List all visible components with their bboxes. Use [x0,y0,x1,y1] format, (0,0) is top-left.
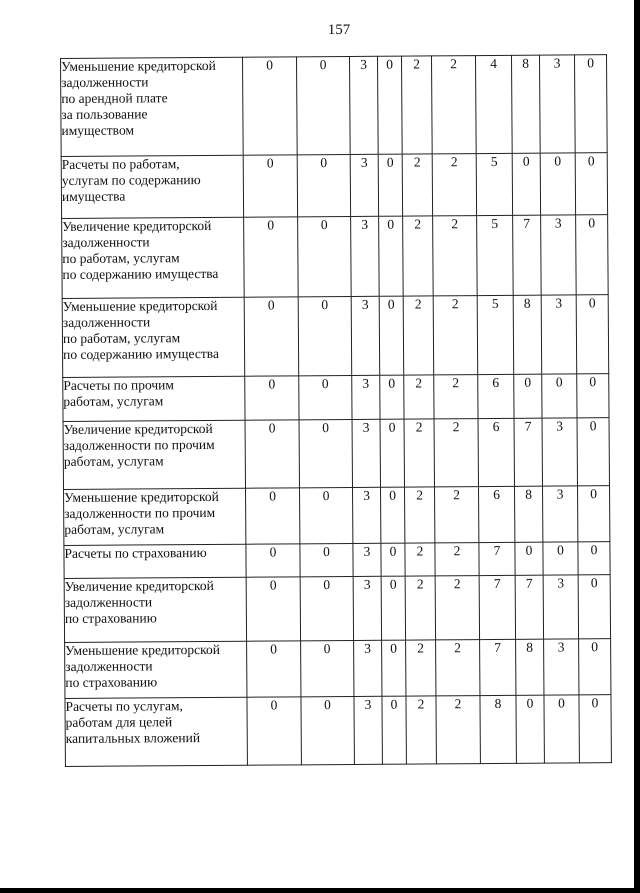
table-row [65,639,611,699]
code-digit-cell: 3 [544,639,579,695]
code-digit-cell: 0 [579,695,611,763]
code-digit-cell: 0 [577,374,609,418]
code-digit-cell: 2 [403,216,434,296]
code-digit-cell: 0 [298,216,352,296]
code-digit-cell: 0 [242,57,297,155]
code-digit-cell: 3 [353,576,381,640]
code-digit-cell: 0 [516,695,544,763]
code-digit-cell: 8 [515,486,543,542]
table-row [63,418,609,490]
row-label: Расчеты по услугам, работам для целей капитальных вложений [65,697,247,766]
code-digit-cell: 6 [478,418,514,486]
code-digit-cell: 3 [541,215,577,295]
code-digit-cell: 0 [299,375,352,419]
row-label: Расчеты по страхованию [64,544,246,578]
code-digit-cell: 7 [514,418,542,486]
code-digit-cell: 3 [351,296,380,375]
code-digit-cell: 0 [300,576,353,640]
code-digit-cell: 2 [436,640,480,696]
code-digit-cell: 2 [434,419,478,487]
code-digit-cell: 3 [354,696,382,764]
code-digit-cell: 7 [515,575,543,639]
row-label: Расчеты по прочим работам, услугам [63,376,245,421]
table-row [64,486,610,546]
code-digit-cell: 0 [515,542,543,575]
code-digit-cell: 0 [300,543,353,576]
code-digit-cell: 7 [480,639,516,695]
code-digit-cell: 0 [298,296,352,375]
code-digit-cell: 7 [513,215,542,295]
code-digit-cell: 0 [301,696,354,764]
code-digit-cell: 3 [539,55,575,153]
row-label: Уменьшение кредиторской задолженности по прочим работам, услугам [64,488,246,545]
code-digit-cell: 0 [577,486,609,542]
code-digit-cell: 2 [435,576,479,640]
code-digit-cell: 0 [543,542,578,575]
code-digit-cell: 3 [349,56,378,154]
code-digit-cell: 0 [514,374,542,418]
code-digit-cell: 0 [246,577,300,641]
code-digit-cell: 0 [381,543,405,576]
code-digit-cell: 0 [380,419,404,487]
code-digit-cell: 0 [512,153,540,215]
code-digit-cell: 2 [404,419,434,487]
code-digit-cell: 0 [244,297,299,376]
code-digit-cell: 2 [405,576,435,640]
table-row [64,575,610,643]
code-digit-cell: 5 [476,153,512,215]
code-digit-cell: 0 [246,488,300,544]
code-digit-cell: 0 [542,374,577,418]
code-digit-cell: 3 [352,375,380,419]
code-digit-cell: 2 [435,487,479,543]
code-digit-cell: 2 [433,216,478,296]
code-digit-cell: 0 [243,155,297,217]
code-digit-cell: 2 [436,696,480,764]
code-digit-cell: 8 [516,639,544,695]
code-digit-cell: 5 [477,215,514,295]
code-digit-cell: 0 [574,55,607,153]
code-digit-cell: 0 [381,487,405,543]
code-digit-cell: 3 [541,295,577,374]
row-label: Увеличение кредиторской задолженности по прочим работам, услугам [63,420,245,489]
code-digit-cell: 0 [575,153,607,215]
code-digit-cell: 2 [435,543,479,576]
code-digit-cell: 0 [377,56,402,154]
scan-border-bottom [0,888,640,893]
code-digit-cell: 0 [380,375,404,419]
code-digit-cell: 2 [406,696,436,764]
table-row [62,215,609,299]
code-digit-cell: 3 [354,640,382,696]
code-digit-cell: 7 [479,575,515,639]
row-label: Увеличение кредиторской задолженности по страхованию [64,577,246,642]
code-digit-cell: 3 [543,575,578,639]
code-digit-cell: 6 [479,486,515,542]
code-digit-cell: 0 [245,376,299,420]
code-digit-cell: 0 [576,215,609,295]
code-digit-cell: 3 [353,543,381,576]
code-digit-cell: 0 [244,217,299,297]
code-digit-cell: 2 [403,296,434,375]
code-digit-cell: 3 [353,487,381,543]
code-digit-cell: 2 [404,375,434,419]
code-digit-cell: 2 [401,56,432,154]
table-row [61,153,607,219]
code-digit-cell: 0 [578,542,610,575]
table-body [61,55,612,767]
code-digit-cell: 3 [352,419,380,487]
code-digit-cell: 0 [247,697,301,765]
code-digit-cell: 0 [301,640,354,696]
code-digit-cell: 2 [434,375,478,419]
row-label: Уменьшение кредиторской задолженности по страхованию [65,641,247,698]
code-digit-cell: 7 [479,542,515,575]
code-digit-cell: 5 [477,295,514,374]
table-row [65,695,611,767]
table-row [61,55,608,157]
row-label: Увеличение кредиторской задолженности по работам, услугам по содержанию имущества [62,217,245,298]
code-digit-cell: 0 [245,420,299,488]
code-digit-cell: 0 [247,641,301,697]
code-digit-cell: 2 [406,640,436,696]
code-digit-cell: 2 [405,543,435,576]
code-digit-cell: 0 [300,487,353,543]
code-digit-cell: 0 [379,296,404,375]
code-digit-cell: 0 [299,419,352,487]
page-number: 157 [327,22,351,38]
row-label: Уменьшение кредиторской задолженности по арендной плате за пользование имуществом [61,57,244,156]
code-digit-cell: 2 [433,296,478,375]
code-digit-cell: 8 [480,695,516,763]
code-digit-cell: 0 [378,154,402,216]
code-digit-cell: 2 [431,56,476,154]
code-digit-cell: 0 [246,544,300,577]
code-digit-cell: 0 [578,575,610,639]
code-digit-cell: 2 [432,154,476,216]
code-digit-cell: 6 [478,374,514,418]
table-row [63,374,609,422]
code-digit-cell: 2 [402,154,432,216]
code-digit-cell: 3 [543,486,578,542]
row-label: Расчеты по работам, услугам по содержанию имущества [61,155,243,218]
scan-border-right [634,0,640,893]
code-digit-cell: 0 [382,696,406,764]
code-digit-cell: 0 [540,153,575,215]
code-digit-cell: 0 [381,576,405,640]
code-digit-cell: 3 [351,216,380,296]
table-row [64,542,610,579]
row-label: Уменьшение кредиторской задолженности по работам, услугам по содержанию имущества [62,297,245,377]
code-digit-cell: 2 [405,487,435,543]
code-digit-cell: 0 [379,216,404,296]
code-digit-cell: 8 [513,295,542,374]
code-digit-cell: 4 [475,55,512,153]
code-digit-cell: 0 [297,154,350,216]
code-digit-cell: 3 [542,418,577,486]
code-digit-cell: 0 [296,56,350,154]
code-digit-cell: 0 [579,639,611,695]
account-codes-table [60,54,612,767]
code-digit-cell: 0 [544,695,579,763]
code-digit-cell: 3 [350,154,378,216]
code-digit-cell: 8 [511,55,540,153]
code-digit-cell: 0 [382,640,406,696]
code-digit-cell: 0 [576,295,609,374]
table-row [62,295,609,378]
code-digit-cell: 0 [577,418,609,486]
